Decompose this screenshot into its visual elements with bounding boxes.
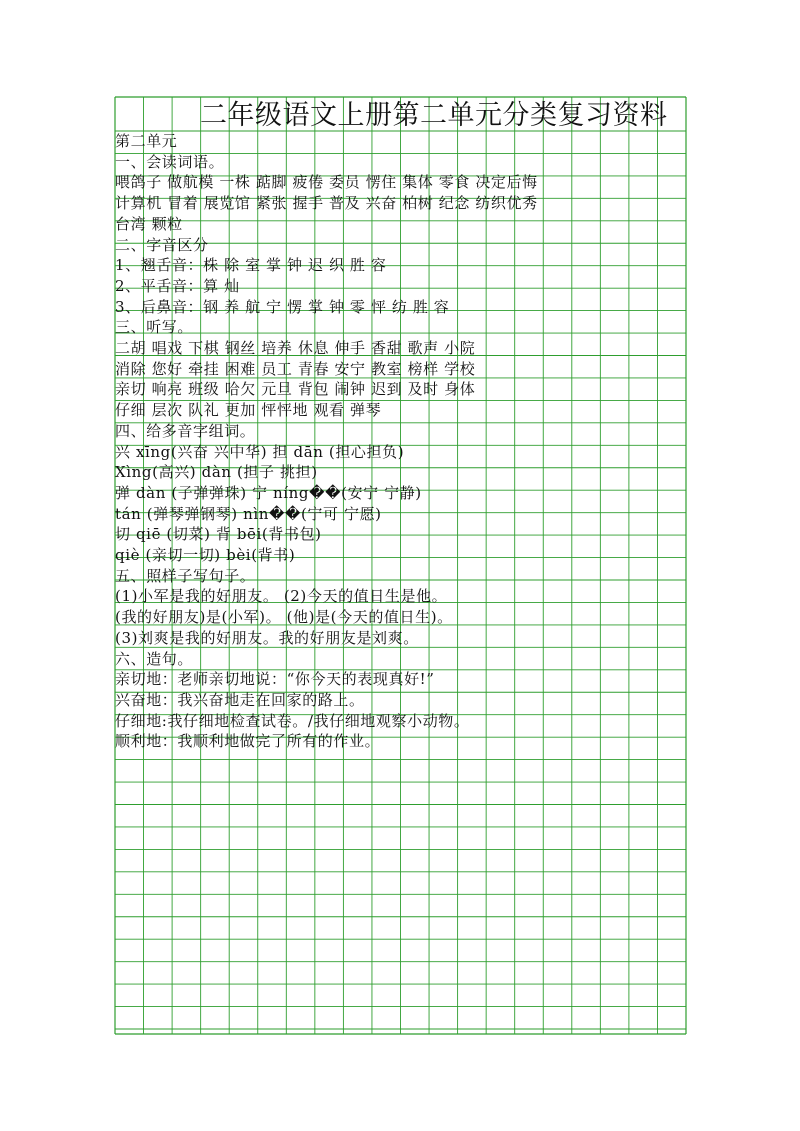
text-line: qiè (亲切一切) bèi(背书): [115, 546, 296, 564]
text-line: 2、平舌音：算 灿: [115, 276, 240, 295]
text-line: 3、后鼻音：钢 养 航 宁 愣 掌 钟 零 怦 纺 胜 容: [115, 297, 450, 316]
text-line: 弹 dàn (子弹弹珠) 宁 níng��(安宁 宁静): [115, 483, 422, 502]
text-line: tán (弹琴弹钢琴) nìn��(宁可 宁愿): [115, 504, 382, 523]
text-line: 喂鸽子 做航模 一株 踮脚 疲倦 委员 愣住 集体 零食 决定后悔: [115, 173, 538, 192]
text-line: 计算机 冒着 展览馆 紧张 握手 普及 兴奋 柏树 纪念 纺织优秀: [115, 194, 538, 213]
text-line: (1)小军是我的好朋友。 (2)今天的值日生是他。: [115, 587, 448, 606]
text-line: 消除 您好 牵挂 困难 员工 青春 安宁 教室 榜样 学校: [115, 359, 476, 378]
text-line: 二、字音区分: [115, 235, 209, 254]
text-line: 仔细 层次 队礼 更加 怦怦地 观看 弹琴: [115, 401, 382, 420]
text-line: 兴奋地：我兴奋地走在回家的路上。: [115, 690, 365, 709]
text-line: 四、给多音字组词。: [115, 421, 256, 440]
text-line: (3)刘爽是我的好朋友。我的好朋友是刘爽。: [115, 628, 419, 647]
text-line: 台湾 颗粒: [115, 214, 183, 233]
text-line: 第二单元: [115, 132, 178, 150]
text-line: (我的好朋友)是(小军)。 (他)是(今天的值日生)。: [115, 608, 453, 627]
text-line: 六、造句。: [115, 649, 194, 668]
text-line: 三、听写。: [115, 318, 194, 337]
text-line: 五、照样子写句子。: [115, 566, 256, 585]
text-line: 切 qiē (切菜) 背 bēi(背书包): [115, 525, 322, 544]
text-line: 仔细地:我仔细地检查试卷。/我仔细地观察小动物。: [115, 711, 470, 730]
text-line: 兴 xīng(兴奋 兴中华) 担 dān (担心担负): [115, 442, 405, 461]
text-line: 1、翘舌音：株 除 室 掌 钟 迟 织 胜 容: [115, 256, 387, 275]
text-line: 亲切 响亮 班级 哈欠 元旦 背包 闹钟 迟到 及时 身体: [115, 380, 476, 399]
text-line: 一、会读词语。: [115, 152, 225, 171]
text-line: 二胡 唱戏 下棋 钢丝 培养 休息 伸手 香甜 歌声 小院: [115, 339, 476, 357]
text-line: 亲切地：老师亲切地说：“你今天的表现真好!”: [115, 670, 435, 689]
document-title: 二年级语文上册第二单元分类复习资料: [200, 100, 668, 131]
text-line: Xìng(高兴) dàn (担子 挑担): [115, 463, 318, 482]
text-line: 顺利地：我顺利地做完了所有的作业。: [115, 732, 381, 751]
